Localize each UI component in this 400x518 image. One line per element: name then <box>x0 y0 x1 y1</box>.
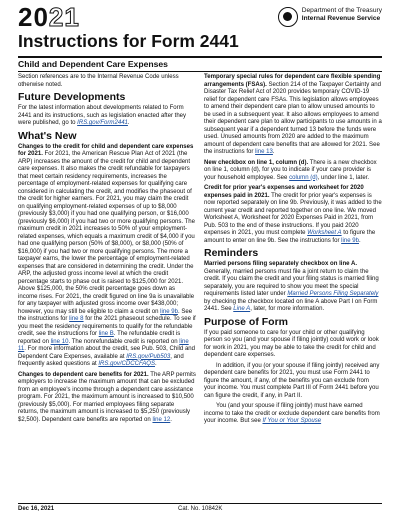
line-11-link[interactable]: line 11 <box>18 338 189 352</box>
revision-date: Dec 16, 2021 <box>18 506 55 512</box>
future-developments-text: For the latest information about developments related to Form 2441 and its instructions, such as legislation enacted after they were published, go to IRS.gov/Form2441. <box>18 105 187 126</box>
tax-year <box>18 4 80 30</box>
purpose-paragraph-2: In addition, if you (or your spouse if filing jointly) received any dependent care benefits for 2021, you must use Form 2441 to figure the amount, if any, of the benefits you can exclude from your income. You must complete Part III of Form 2441 before you can figure the credit, if any, in Part II. <box>204 362 380 399</box>
if-you-or-spouse-link[interactable]: If You or Your Spouse <box>262 418 322 424</box>
pub503-link[interactable]: IRS.gov/Pub503 <box>126 353 171 360</box>
agency-block <box>278 7 382 27</box>
checkbox-paragraph: New checkbox on line 1, column (d). There is a new checkbox on line 1, column (d), for you to indicate if your care provider is your household employee. See column (d), under line 1, later. <box>204 159 377 181</box>
page-title: Instructions for Form 2441 <box>18 31 239 51</box>
future-developments-heading: Future Developments <box>18 91 126 103</box>
page-subtitle: Child and Dependent Care Expenses <box>18 59 168 69</box>
line-8-link[interactable]: line 8 <box>69 316 84 322</box>
benefits-changes-paragraph: Changes to dependent care benefits for 2021. The ARP permits employers to increase the maximum amount that can be excluded from an employee's income through a dependent care assistance program. For 2021, the maximum amount is increased to $10,500 (previously $5,000). For married employees filing separate returns, the maximum amount is increased to $5,250 (previously $2,500). Dependent care benefits are reported on line 12. <box>18 371 196 423</box>
line-13-link[interactable]: line 13 <box>255 149 273 155</box>
department-name: Department of the Treasury <box>301 7 382 14</box>
line-b-link[interactable]: line B <box>98 331 114 337</box>
cdccfaqs-link[interactable]: IRS.gov/CDCCFAQS <box>98 361 156 367</box>
fsa-rules-paragraph: Temporary special rules for dependent care flexible spending arrangements (FSAs). Section 214 of the Taxpayer Certainty and Disaster Tax Relief Act of 2020 provides temporary COVID-19 relief for dependent care FSAs. This legislation allows employees to amend their dependent care plan to allow unused amounts to be used in a subsequent year. It also allows employees to amend their dependent care plan to allow participants to use amounts in a subsequent year if a dependent turned 13 before the funds were used. Unused amounts from 2020 are added to the maximum amount of dependent care benefits that are allowed for 2021. See the instructions for line 13. <box>204 74 382 155</box>
intro-text: Section references are to the Internal Revenue Code unless otherwise noted. <box>18 74 179 88</box>
purpose-paragraph-1: If you paid someone to care for your child or other qualifying person so you (and your spouse if filing jointly) could work or look for work in 2021, you may be able to take the credit for child and dependent care expenses. <box>204 329 379 358</box>
year-prefix: 20 <box>18 2 49 32</box>
prior-year-paragraph: Credit for prior year's expenses and worksheet for 2020 expenses paid in 2021. The credit for prior year's expenses is now reported separately on line 9b. Previously, it was added to the current year credit and reported together on one line. We moved Worksheet A, Worksheet for 2020 Expenses Paid in 2021, from Pub. 503 to the end of these instructions. If you paid 2020 expenses in 2021, you must complete Worksheet A to figure the amount to enter on line 9b. See the instructions for line 9b. <box>204 185 382 244</box>
column-d-link[interactable]: column (d) <box>289 174 318 181</box>
right-column <box>204 74 382 429</box>
left-column <box>18 74 196 427</box>
whats-new-heading: What's New <box>18 129 77 142</box>
catalog-number: Cat. No. 10842K <box>178 506 223 512</box>
subtitle-rule <box>18 71 382 72</box>
title-rule <box>18 56 382 58</box>
treasury-seal-icon <box>278 7 298 27</box>
year-suffix: 21 <box>48 2 80 32</box>
purpose-heading: Purpose of Form <box>204 315 289 328</box>
reminders-heading: Reminders <box>204 247 259 259</box>
purpose-paragraph-3: You (and your spouse if filing jointly) must have earned income to take the credit or exclude dependent care benefits from your income. But see If You or Your Spouse <box>204 403 380 424</box>
line-12-link[interactable]: line 12 <box>152 416 171 423</box>
worksheet-a-link[interactable]: Worksheet A <box>307 230 342 236</box>
agency-name: Internal Revenue Service <box>301 15 381 22</box>
married-separately-paragraph: Married persons filing separately checkbox on line A. Generally, married persons must file a joint return to claim the credit. If you claim the credit and your filing status is married filing separately, you are required to show you meet the special requirements listed later under Married Persons Filing Separately by checking the checkbox located on line A above Part I on Form 2441. See Line A, later, for more information. <box>204 261 379 312</box>
credit-changes-paragraph: Changes to the credit for child and dependent care expenses for 2021. For 2021, the American Rescue Plan Act of 2021 (the ARP) increases the amount of the credit for child and dependent care expenses. It also makes the credit refundable for taxpayers that meet certain residency requirements, increases the percentage of employment-related expenses for qualifying care considered in calculating the credit, and modifies the phaseout of the credit for higher earners. For 2021, you may claim the credit on qualifying employment-related expenses of up to $8,000 (previously $3,000) if you had one qualifying person, or $16,000 (previously $6,000) if you had two or more qualifying persons. The maximum credit in 2021 increases to 50% of your employment-related expenses, which equals a maximum credit of $4,000 if you had one qualifying person (50% of $8,000), or $8,000 (50% of $16,000) if you had two or more qualifying persons. The more a taxpayer earns, the lower the percentage of employment-related expenses that are considered in determining the credit. Under the ARP, the adjusted gross income level at which the credit percentage starts to phase out is raised to $125,000 for 2021. Above $125,000, the 50% credit percentage goes down as income rises. For 2021, the credit figured on line 9a is unavailable for any taxpayer with adjusted gross income over $438,000; however, you may still be eligible to claim a credit on line 9b. See the instructions for line 8 for the 2021 phaseout schedule. To see if you meet the residency requirements to qualify for the refundable credit, see the instructions for line B. The refundable credit is reported on line 10. The nonrefundable credit is reported on line 11. For more information about the credit, see Pub. 503, Child and Dependent Care Expenses, available at IRS.gov/Pub503, and frequently asked questions at IRS.gov/CDCCFAQS. <box>18 143 196 367</box>
line-a-link[interactable]: Line A <box>233 306 251 312</box>
line-10-link[interactable]: line 10 <box>50 338 69 345</box>
line-9b-link[interactable]: line 9b <box>160 308 178 315</box>
form2441-link[interactable]: IRS.gov/Form2441 <box>77 120 128 126</box>
page-footer <box>18 504 382 514</box>
line-9b-link-2[interactable]: line 9b <box>341 237 359 244</box>
married-persons-link[interactable]: Married Persons Filing Separately <box>287 291 379 297</box>
